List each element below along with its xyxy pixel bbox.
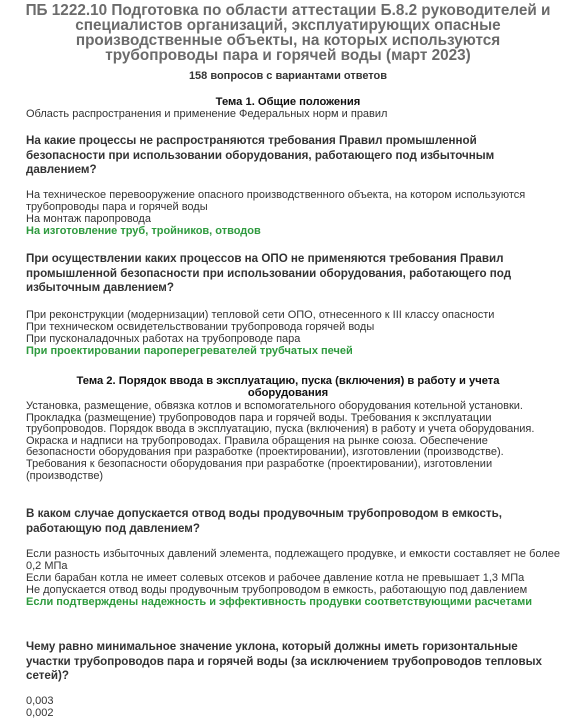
answer-option: Если разность избыточных давлений элемента, подлежащего продувке, и емкости составляет не более 0,2 МПа <box>26 548 560 572</box>
answer-option: На монтаж паропровода <box>26 213 151 225</box>
document-subtitle: 158 вопросов с вариантами ответов <box>188 70 388 82</box>
topic-description: Область распространения и применение Федеральных норм и правил <box>26 108 388 120</box>
answer-list <box>26 309 560 357</box>
correct-answer: Если подтверждены надежность и эффективность продувки соответствующими расчетами <box>26 596 532 608</box>
answer-option: При техническом освидетельствовании трубопровода горячей воды <box>26 321 375 333</box>
correct-answer: На изготовление труб, тройников, отводов <box>26 225 261 237</box>
answer-list <box>26 189 560 237</box>
topic-title: Тема 2. Порядок ввода в эксплуатацию, пуска (включения) в работу и учета оборудования <box>76 375 500 399</box>
answer-option: Не допускается отвод воды продувочным трубопроводом в емкость, работающую под давлением <box>26 584 528 596</box>
topic-title: Тема 1. Общие положения <box>215 96 361 108</box>
answer-list <box>26 548 560 608</box>
topic-description: Установка, размещение, обвязка котлов и вспомогательного оборудования котельной установки. Прокладка (размещение) трубопроводов пара и горячей воды. Требования к эксплуатации трубопроводов. Порядок ввода в эксплуатацию, пуска (включения) в работу и учета оборудования. Окраска и надписи на трубопроводах. Правила обращения на рынке союза. Обеспечение безопасности оборудования при разработке (проектировании), изготовлении (производстве). Требования к безопасности оборудования при разработке (проектировании), изготовлении (производстве) <box>26 400 535 482</box>
correct-answer: При проектировании пароперегревателей трубчатых печей <box>26 345 353 357</box>
answer-option: При реконструкции (модернизации) тепловой сети ОПО, отнесенного к III классу опасности <box>26 309 495 321</box>
answer-option: На техническое перевооружение опасного производственного объекта, на котором используются трубопроводы пара и горячей воды <box>26 189 526 213</box>
question-text: В каком случае допускается отвод воды продувочным трубопроводом в емкость, работающую под давлением? <box>26 507 502 535</box>
question-text: При осуществлении каких процессов на ОПО не применяются требования Правил промышленной безопасности при использовании оборудования, работающего под избыточным давлением? <box>26 252 512 294</box>
answer-list <box>26 695 560 719</box>
answer-option: 0,002 <box>26 707 54 719</box>
question-text: Чему равно минимальное значение уклона, который должны иметь горизонтальные участки трубопроводов пара и горячей воды (за исключением трубопроводов тепловых сетей)? <box>26 640 542 682</box>
answer-option: Если барабан котла не имеет солевых отсеков и рабочее давление котла не превышает 1,3 МПа <box>26 572 525 584</box>
question-text: На какие процессы не распространяются требования Правил промышленной безопасности при использовании оборудования, работающего под избыточным давлением? <box>26 134 495 176</box>
answer-option: При пусконаладочных работах на трубопроводе пара <box>26 333 301 345</box>
answer-option: 0,003 <box>26 695 54 707</box>
document-title: ПБ 1222.10 Подготовка по области аттестации Б.8.2 руководителей и специалистов организаций, эксплуатирующих опасные производственные объекты, на которых используются трубопроводы пара и горячей воды (март 2023) <box>25 2 551 64</box>
